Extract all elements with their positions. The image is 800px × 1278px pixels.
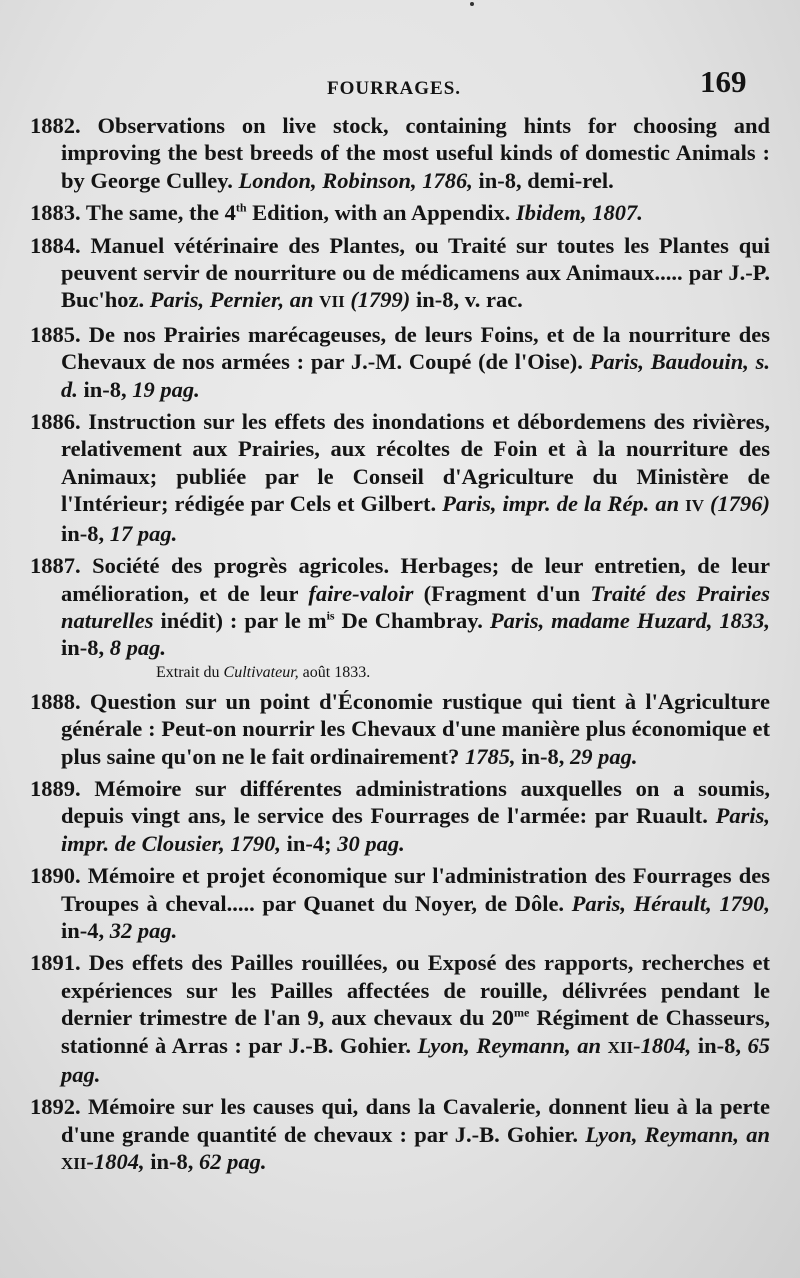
entry-publication: Ibidem, 1807. [516, 200, 643, 226]
entry-pages: 8 pag. [109, 635, 167, 661]
entry-text: Société des progrès agricoles. Herbages; de leur entretien, de leur amélioration, et de leur [61, 553, 770, 606]
entry-year: (1799) [350, 287, 411, 313]
entry-number: 1888. [30, 688, 81, 714]
entry-format: in-8, demi-rel. [478, 167, 614, 193]
entry-year-roman: XII [607, 1037, 634, 1057]
bibliography-entry-1891 [30, 949, 770, 1088]
entry-format: in-8, [83, 376, 127, 402]
bibliography-entry-1887 [30, 552, 770, 683]
entry-format: in-8, [150, 1149, 194, 1175]
note-date: août 1833. [302, 663, 371, 681]
entry-year: -1804, [86, 1149, 145, 1175]
entry-pages: 65 pag. [61, 1032, 771, 1087]
entry-pages: 17 pag. [109, 520, 178, 546]
entry-text-continued: Régiment de Chasseurs, stationné à Arras : par J.-B. Gohier. [61, 1005, 771, 1058]
entry-number: 1882. [30, 113, 81, 138]
bibliography-entry-1885 [30, 321, 770, 403]
entry-publication: Paris, madame Huzard, 1833, [489, 607, 771, 633]
entry-number: 1885. [30, 321, 81, 347]
entry-format: in-8, [697, 1032, 741, 1058]
entry-publication: Paris, Hérault, 1790, [571, 890, 770, 916]
entry-number: 1887. [30, 553, 81, 579]
entry-year: (1796) [710, 491, 771, 517]
entry-text: Mémoire sur différentes administrations auxquelles on a soumis, depuis vingt ans, le service des Fourrages de l'armée: par Ruault. [61, 775, 770, 829]
bibliography-entry-1886 [30, 408, 770, 547]
entry-text: Observations on live stock, containing hints for choosing and improving the best breeds of the most useful kinds of domestic Animals : by George Culley. [61, 113, 770, 193]
entry-text: Question sur un point d'Économie rustique qui tient à l'Agriculture générale : Peut-on nourrir les Chevaux d'une manière plus économique et plus saine qu'on ne le fait ordinairement? [61, 688, 770, 769]
entry-publication: London, Robinson, 1786, [238, 167, 473, 193]
bibliography-entry-1888 [30, 688, 770, 770]
paper-speck [470, 2, 474, 6]
bibliography-entry-1889 [30, 775, 770, 857]
entry-number: 1891. [30, 950, 81, 976]
entry-number: 1890. [30, 863, 81, 889]
entry-pages: 62 pag. [199, 1149, 267, 1175]
entry-year-roman: VII [319, 292, 345, 312]
page-number: 169 [700, 64, 747, 99]
entry-publication: Paris, impr. de la Rép. an [442, 491, 680, 517]
running-title: FOURRAGES. [327, 78, 462, 99]
entry-pages: 32 pag. [109, 917, 178, 943]
entry-year-roman: XII [61, 1154, 87, 1174]
entry-publication: Paris, impr. de Clousier, 1790, [61, 803, 770, 856]
superscript: th [235, 200, 247, 215]
entry-text-continued: Edition, with an Appendix. [252, 200, 511, 226]
entry-format: in-8, v. rac. [415, 287, 523, 313]
entry-number: 1892. [30, 1094, 81, 1120]
entry-number: 1884. [30, 232, 81, 258]
entry-publication: Paris, Baudouin, s. d. [61, 349, 770, 402]
entry-publication: Lyon, Reymann, an [417, 1032, 602, 1058]
entry-year-roman: IV [685, 496, 705, 516]
note-text: Extrait du [156, 663, 220, 681]
bibliography-entry-1892 [30, 1093, 770, 1177]
entry-publication: Paris, Pernier, an [149, 287, 314, 313]
bibliography-entry-1890 [30, 862, 770, 944]
entry-format: in-4, [61, 917, 105, 943]
entry-number: 1883. [30, 200, 81, 226]
entry-text: Mémoire sur les causes qui, dans la Cavalerie, donnent lieu à la perte d'une grande quantité de chevaux : par J.-B. Gohier. [61, 1094, 770, 1147]
entry-format: in-8, [521, 743, 565, 769]
entry-number: 1886. [30, 409, 81, 435]
entry-text-continued: inédit) : par le m [160, 607, 327, 633]
entry-note [61, 663, 770, 683]
entry-format: in-8, [61, 520, 105, 546]
superscript: me [513, 1005, 530, 1020]
entry-pages: 30 pag. [337, 830, 405, 856]
entry-pages: 29 pag. [570, 743, 638, 769]
entry-italic-term: faire-valoir [308, 580, 414, 606]
bibliography-entry-1884 [30, 232, 770, 316]
entry-year: -1804, [633, 1032, 692, 1058]
entry-format: in-8, [61, 635, 105, 661]
entry-publication: Lyon, Reymann, an [585, 1121, 771, 1147]
entry-text-continued: (Fragment d'un [423, 580, 581, 606]
entry-text: Instruction sur les effets des inondations et débordemens des rivières, relativement aux Prairies, aux récoltes de Foin et à la nourriture des Animaux; publiée par le Conseil d'Agriculture du Ministère de l'Intérieur; rédigée par Cels et Gilbert. [61, 409, 770, 517]
entry-pages: 19 pag. [132, 376, 200, 402]
bibliography-entry-1883 [30, 199, 770, 226]
entry-text: De nos Prairies marécageuses, de leurs Foins, et de la nourriture des Chevaux de nos armées : par J.-M. Coupé (de l'Oise). [61, 321, 770, 375]
entry-text-continued: De Chambray. [341, 607, 483, 633]
entry-italic-title: Traité des Prairies naturelles [61, 580, 771, 633]
entry-format: in-4; [286, 830, 332, 856]
bibliography-entry-1882 [30, 112, 770, 194]
page-header [0, 60, 800, 104]
entry-text: Des effets des Pailles rouillées, ou Exposé des rapports, recherches et expériences sur les Pailles affectées de rouille, délivrées pendant le dernier trimestre de l'an 9, aux chevaux du 20 [61, 950, 770, 1031]
bibliography-list [30, 112, 770, 1183]
entry-text: The same, the 4 [85, 200, 236, 226]
entry-text: Mémoire et projet économique sur l'administration des Fourrages des Troupes à cheval..... par Quanet du Noyer, de Dôle. [61, 863, 770, 916]
entry-publication: 1785, [465, 743, 516, 769]
note-italic: Cultivateur, [223, 663, 299, 681]
superscript: is [326, 608, 335, 623]
entry-text: Manuel vétérinaire des Plantes, ou Traité sur toutes les Plantes qui peuvent servir de nourriture ou de médicamens aux Animaux..... par J.-P. Buc'hoz. [61, 232, 770, 313]
entry-number: 1889. [30, 775, 81, 801]
